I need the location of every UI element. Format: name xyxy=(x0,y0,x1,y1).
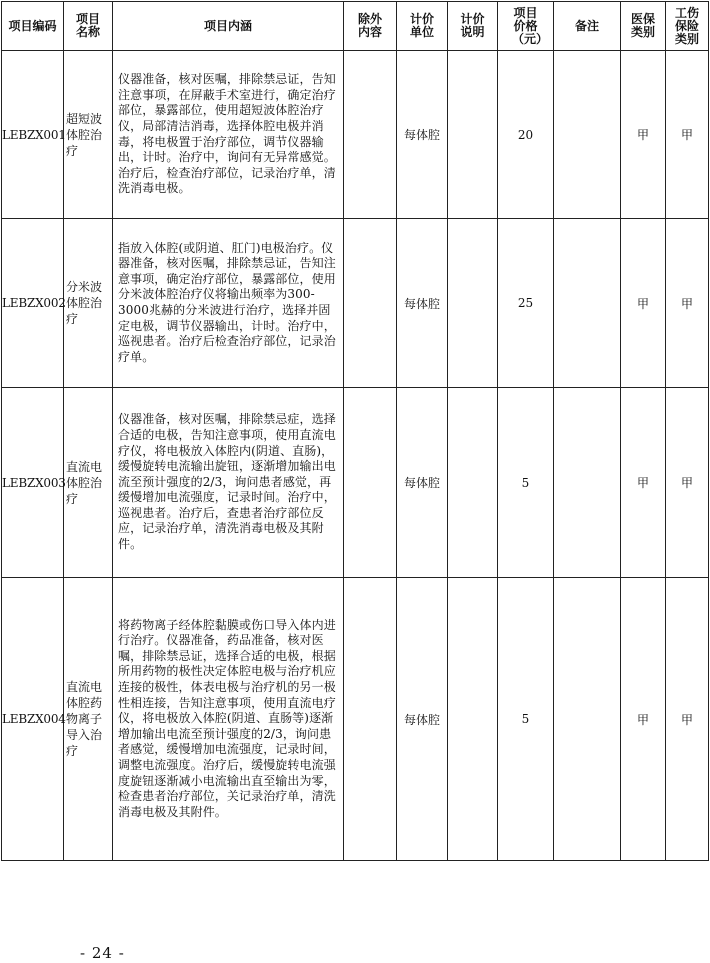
table-row xyxy=(2,219,709,388)
header-price: 项目价格（元） xyxy=(498,2,554,51)
header-code: 项目编码 xyxy=(2,2,64,51)
row-code: LEBZX004 xyxy=(2,578,64,861)
header-pricing-note: 计价说明 xyxy=(448,2,498,51)
row-injury-insurance: 甲 xyxy=(666,388,709,578)
row-unit: 每体腔 xyxy=(397,219,448,388)
table-row xyxy=(2,51,709,219)
row-medical-insurance: 甲 xyxy=(621,51,666,219)
header-exclusion: 除外内容 xyxy=(344,2,397,51)
row-injury-insurance: 甲 xyxy=(666,51,709,219)
row-name: 直流电体腔治疗 xyxy=(64,388,113,578)
row-content: 指放入体腔(或阴道、肛门)电极治疗。仪器准备，核对医嘱，排除禁忌证，告知注意事项，确定治疗部位，暴露部位，使用分米波体腔治疗仪将输出频率为300-3000兆赫的分米波进行治疗，选择并固定电极，调节仪器输出，计时。治疗中，巡视患者。治疗后检查治疗部位，记录治疗单。 xyxy=(113,219,344,388)
table-row xyxy=(2,388,709,578)
header-content: 项目内涵 xyxy=(113,2,344,51)
header-row xyxy=(2,2,709,51)
row-injury-insurance: 甲 xyxy=(666,578,709,861)
header-unit: 计价单位 xyxy=(397,2,448,51)
table-row xyxy=(2,578,709,861)
row-medical-insurance: 甲 xyxy=(621,388,666,578)
row-exclusion xyxy=(344,219,397,388)
row-code: LEBZX003 xyxy=(2,388,64,578)
row-price: 5 xyxy=(498,388,554,578)
row-medical-insurance: 甲 xyxy=(621,219,666,388)
row-remarks xyxy=(554,219,621,388)
row-code: LEBZX001 xyxy=(2,51,64,219)
row-injury-insurance: 甲 xyxy=(666,219,709,388)
row-content: 仪器准备，核对医嘱，排除禁忌症，选择合适的电极，告知注意事项，使用直流电疗仪，将电极放入体腔内(阴道、直肠)，缓慢旋转电流输出旋钮，逐渐增加输出电流至预计强度的2/3，询问患者感觉，再缓慢增加电流强度，记录时间。治疗中，巡视患者。治疗后，查患者治疗部位反应，记录治疗单，清洗消毒电极及其附件。 xyxy=(113,388,344,578)
row-pricing-note xyxy=(448,388,498,578)
row-pricing-note xyxy=(448,578,498,861)
row-exclusion xyxy=(344,388,397,578)
header-injury-insurance: 工伤保险类别 xyxy=(666,2,709,51)
row-name: 分米波体腔治疗 xyxy=(64,219,113,388)
row-unit: 每体腔 xyxy=(397,388,448,578)
pricing-table xyxy=(1,1,709,861)
row-pricing-note xyxy=(448,51,498,219)
row-name: 超短波体腔治疗 xyxy=(64,51,113,219)
row-content: 将药物离子经体腔黏膜或伤口导入体内进行治疗。仪器准备，药品准备，核对医嘱，排除禁忌证，选择合适的电极，根据所用药物的极性决定体腔电极与治疗机应连接的极性，体表电极与治疗机的另一极性相连接，告知注意事项，使用直流电疗仪，将电极放入体腔(阴道、直肠等)逐渐增加输出电流至预计强度的2/3，询问患者感觉，缓慢增加电流强度，记录时间，调整电流强度。治疗后，缓慢旋转电流强度旋钮逐渐减小电流输出直至输出为零，检查患者治疗部位，关记录治疗单，清洗消毒电极及其附件。 xyxy=(113,578,344,861)
header-name: 项目名称 xyxy=(64,2,113,51)
row-code: LEBZX002 xyxy=(2,219,64,388)
row-price: 20 xyxy=(498,51,554,219)
row-price: 25 xyxy=(498,219,554,388)
page-number: - 24 - xyxy=(80,944,125,962)
row-unit: 每体腔 xyxy=(397,578,448,861)
header-remarks: 备注 xyxy=(554,2,621,51)
row-price: 5 xyxy=(498,578,554,861)
row-exclusion xyxy=(344,578,397,861)
row-name: 直流电体腔药物离子导入治疗 xyxy=(64,578,113,861)
row-unit: 每体腔 xyxy=(397,51,448,219)
header-medical-insurance: 医保类别 xyxy=(621,2,666,51)
row-remarks xyxy=(554,51,621,219)
row-exclusion xyxy=(344,51,397,219)
row-pricing-note xyxy=(448,219,498,388)
row-remarks xyxy=(554,578,621,861)
row-medical-insurance: 甲 xyxy=(621,578,666,861)
row-content: 仪器准备，核对医嘱，排除禁忌证，告知注意事项，在屏蔽手术室进行，确定治疗部位，暴露部位，使用超短波体腔治疗仪，局部清洁消毒，选择体腔电极并消毒，将电极置于治疗部位，调节仪器输出，计时。治疗中，询问有无异常感觉。治疗后，检查治疗部位，记录治疗单，清洗消毒电极。 xyxy=(113,51,344,219)
row-remarks xyxy=(554,388,621,578)
